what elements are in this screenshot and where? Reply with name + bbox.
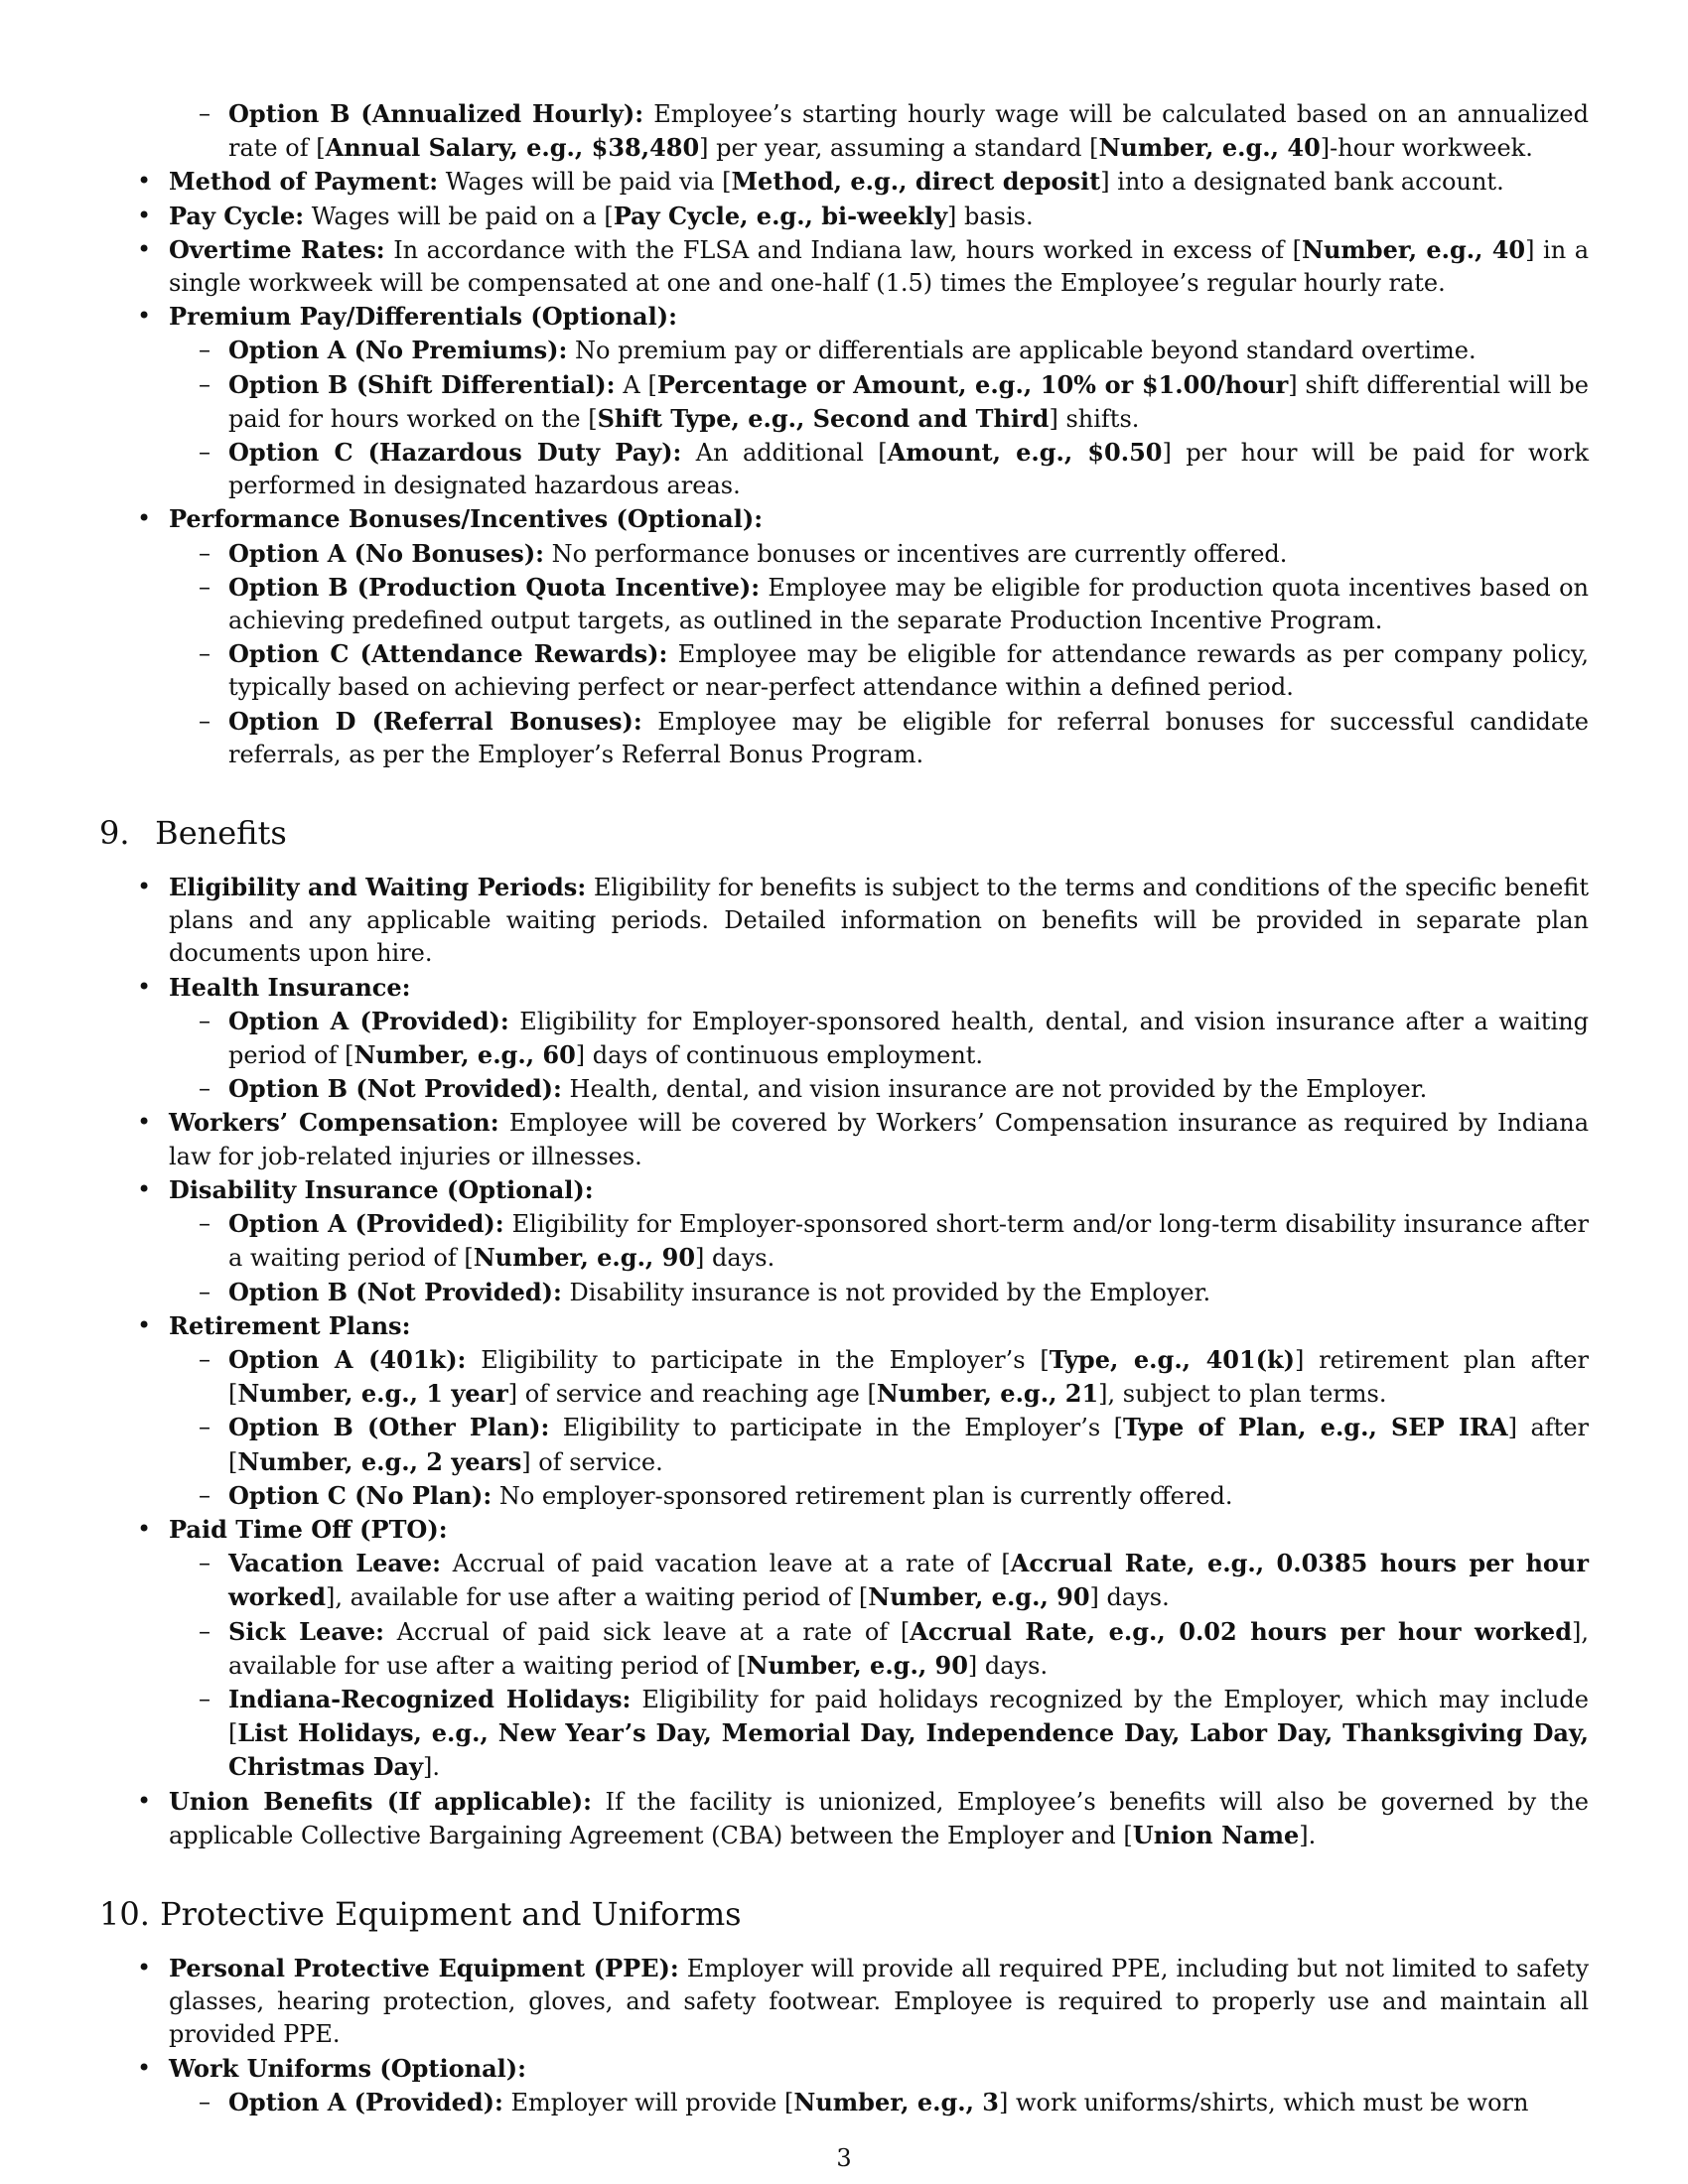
sub-list-item xyxy=(99,334,1589,367)
bold-run: Annual Salary, e.g., $38,480 xyxy=(325,133,700,163)
text-run: In accordance with the FLSA and Indiana law, hours worked in excess of [ xyxy=(384,235,1303,264)
bold-run: Option A (No Bonuses): xyxy=(228,538,545,568)
list-item xyxy=(99,871,1589,971)
bold-run: Number, e.g., 3 xyxy=(793,2087,1000,2116)
section-10-heading xyxy=(99,1894,1589,1934)
bold-run: Premium Pay/Differentials (Optional): xyxy=(169,302,677,332)
text-run: ] days. xyxy=(1089,1583,1170,1612)
text-run: Employee may be eligible for attendance rewards as per company policy, typically based on achieving perfect or near-perfect attendance within a defined period. xyxy=(228,640,1590,702)
text-run: Eligibility to participate in the Employer’s [ xyxy=(466,1345,1050,1374)
bold-run: Number, e.g., 90 xyxy=(473,1243,696,1273)
bold-run: Shift Type, e.g., Second and Third xyxy=(597,403,1050,433)
sub-list-item xyxy=(99,1207,1589,1275)
text-run: ], subject to plan terms. xyxy=(1098,1380,1387,1409)
bold-run: Union Name xyxy=(1132,1820,1300,1849)
text-run: ] days. xyxy=(967,1651,1049,1680)
list-item xyxy=(99,1513,1589,1547)
text-run: Accrual of paid sick leave at a rate of [ xyxy=(383,1617,911,1646)
bold-run: Paid Time Off (PTO): xyxy=(169,1514,448,1544)
text-run: ] basis. xyxy=(947,202,1034,230)
list-item xyxy=(99,1106,1589,1172)
bold-run: Overtime Rates: xyxy=(169,234,385,264)
bold-run: Option D (Referral Bonuses): xyxy=(228,706,642,736)
sub-list-item xyxy=(99,1479,1589,1513)
sub-list-item xyxy=(99,1276,1589,1309)
list-item xyxy=(99,165,1589,199)
bold-run: Type, e.g., 401(k) xyxy=(1049,1344,1296,1374)
text-run: ] in a single workweek will be compensated at one and one-half (1.5) times the Employee’s regular hourly rate. xyxy=(169,235,1590,298)
text-run: ] per year, assuming a standard [ xyxy=(699,134,1099,163)
text-run: If the facility is unionized, Employee’s benefits will also be governed by the applicable Collective Bargaining Agreement (CBA) between the Employer and [ xyxy=(169,1787,1590,1849)
list-item xyxy=(99,200,1589,233)
bold-run: Option C (No Plan): xyxy=(228,1480,492,1510)
sub-list-item xyxy=(99,705,1589,771)
bold-run: Option A (Provided): xyxy=(228,2087,503,2116)
text-run: ] days. xyxy=(695,1244,775,1273)
bold-run: List Holidays, e.g., New Year’s Day, Memorial Day, Independence Day, Labor Day, Thanksgiving Day, Christmas Day xyxy=(228,1718,1589,1782)
bold-run: Amount, e.g., $0.50 xyxy=(887,438,1163,468)
list-item xyxy=(99,971,1589,1005)
text-run: ] into a designated bank account. xyxy=(1100,168,1504,197)
sub-list-item xyxy=(99,97,1589,165)
bold-run: Option A (No Premiums): xyxy=(228,336,568,365)
text-run: An additional [ xyxy=(681,439,888,468)
sub-list-item xyxy=(99,2086,1589,2119)
text-run: ]. xyxy=(423,1753,441,1782)
list-item xyxy=(99,502,1589,536)
sub-list-item xyxy=(99,637,1589,704)
bold-run: Performance Bonuses/Incentives (Optional): xyxy=(169,504,764,534)
list-item xyxy=(99,1309,1589,1343)
bold-run: Type of Plan, e.g., SEP IRA xyxy=(1123,1413,1508,1442)
bold-run: Option C (Hazardous Duty Pay): xyxy=(228,438,682,468)
sub-list-item xyxy=(99,537,1589,571)
bold-run: Accrual Rate, e.g., 0.0385 hours per hour worked xyxy=(228,1549,1590,1612)
section-9-title: Benefits xyxy=(155,814,287,853)
bold-run: Work Uniforms (Optional): xyxy=(169,2053,526,2083)
text-run: No premium pay or differentials are applicable beyond standard overtime. xyxy=(567,337,1477,365)
bold-run: Disability Insurance (Optional): xyxy=(169,1174,594,1204)
text-run: Eligibility for Employer-sponsored short-term and/or long-term disability insurance after a waiting period of [ xyxy=(228,1210,1590,1273)
bold-run: Number, e.g., 90 xyxy=(868,1582,1090,1612)
bold-run: Personal Protective Equipment (PPE): xyxy=(169,1953,679,1982)
bold-run: Option B (Not Provided): xyxy=(228,1277,562,1306)
bold-run: Union Benefits (If applicable): xyxy=(169,1786,592,1816)
bold-run: Number, e.g., 2 years xyxy=(237,1446,522,1476)
bold-run: Number, e.g., 60 xyxy=(353,1040,576,1070)
document-page xyxy=(99,97,1589,2119)
sub-list-item xyxy=(99,1547,1589,1614)
text-run: ], available for use after a waiting period of [ xyxy=(326,1583,869,1612)
text-run: Employer will provide [ xyxy=(502,2088,794,2116)
list-item xyxy=(99,1173,1589,1207)
text-run: ]. xyxy=(1299,1821,1317,1849)
sub-list-item xyxy=(99,368,1589,436)
bold-run: Vacation Leave: xyxy=(228,1549,442,1578)
bold-run: Option B (Shift Differential): xyxy=(228,369,616,399)
bold-run: Option B (Not Provided): xyxy=(228,1074,562,1104)
text-run: Employee may be eligible for referral bonuses for successful candidate referrals, as per the Employer’s Referral Bonus Program. xyxy=(228,707,1589,768)
text-run: ] shifts. xyxy=(1049,404,1140,433)
sub-list-item xyxy=(99,1683,1589,1785)
text-run: Employee will be covered by Workers’ Compensation insurance as required by Indiana law for job-related injuries or illnesses. xyxy=(169,1109,1590,1170)
text-run: No performance bonuses or incentives are currently offered. xyxy=(544,539,1288,568)
bold-run: Pay Cycle, e.g., bi-weekly xyxy=(613,201,948,230)
bold-run: Health Insurance: xyxy=(169,972,411,1002)
text-run: Eligibility for Employer-sponsored health, dental, and vision insurance after a waiting period of [ xyxy=(228,1007,1590,1070)
bold-run: Option A (Provided): xyxy=(228,1006,509,1035)
list-top xyxy=(99,97,1589,771)
sub-list-item xyxy=(99,571,1589,637)
text-run: ] after [ xyxy=(228,1414,1589,1476)
bold-run: Workers’ Compensation: xyxy=(169,1108,499,1138)
bold-run: Option B (Other Plan): xyxy=(228,1413,550,1442)
text-run: Eligibility for paid holidays recognized by the Employer, which may include [ xyxy=(228,1685,1589,1748)
bold-run: Number, e.g., 90 xyxy=(746,1650,968,1680)
list-item xyxy=(99,1952,1589,2052)
text-run: A [ xyxy=(615,370,657,399)
bold-run: Option A (401k): xyxy=(228,1344,467,1374)
sub-list-item xyxy=(99,1411,1589,1478)
sub-list-item xyxy=(99,1005,1589,1072)
text-run: ] work uniforms/shirts, which must be worn xyxy=(999,2088,1529,2116)
bold-run: Eligibility and Waiting Periods: xyxy=(169,873,587,902)
section-9-number: 9. xyxy=(99,814,130,853)
text-run: ] of service. xyxy=(521,1447,663,1476)
text-run: ] of service and reaching age [ xyxy=(507,1380,877,1409)
list-section-9 xyxy=(99,871,1589,1852)
bold-run: Pay Cycle: xyxy=(169,201,305,230)
section-9-heading xyxy=(99,813,1589,853)
text-run: ]-hour workweek. xyxy=(1320,134,1533,163)
list-section-10 xyxy=(99,1952,1589,2119)
sub-list-item xyxy=(99,436,1589,502)
bold-run: Option B (Production Quota Incentive): xyxy=(228,572,761,602)
bold-run: Number, e.g., 21 xyxy=(876,1379,1099,1409)
text-run: Disability insurance is not provided by the Employer. xyxy=(561,1278,1211,1306)
text-run: Eligibility for benefits is subject to the terms and conditions of the specific benefit plans and any applicable waiting periods. Detailed information on benefits will be provided in separate plan documents upon hire. xyxy=(169,874,1590,968)
list-item xyxy=(99,1785,1589,1852)
text-run: Employee’s starting hourly wage will be calculated based on an annualized rate of [ xyxy=(228,100,1589,163)
bold-run: Method, e.g., direct deposit xyxy=(731,167,1101,197)
text-run: Eligibility to participate in the Employer’s [ xyxy=(549,1414,1124,1442)
bold-run: Retirement Plans: xyxy=(169,1310,411,1340)
bold-run: Sick Leave: xyxy=(228,1616,384,1646)
bold-run: Option B (Annualized Hourly): xyxy=(228,99,644,128)
bold-run: Option C (Attendance Rewards): xyxy=(228,639,668,669)
text-run: No employer-sponsored retirement plan is currently offered. xyxy=(492,1481,1233,1510)
bold-run: Percentage or Amount, e.g., 10% or $1.00/hour xyxy=(656,369,1289,399)
text-run: Employee may be eligible for production quota incentives based on achieving predefined output targets, as outlined in the separate Production Incentive Program. xyxy=(228,573,1589,635)
sub-list-item xyxy=(99,1343,1589,1411)
text-run: ] retirement plan after [ xyxy=(228,1345,1589,1409)
text-run: Health, dental, and vision insurance are not provided by the Employer. xyxy=(561,1075,1428,1104)
section-10-number: 10. xyxy=(99,1894,150,1933)
bold-run: Number, e.g., 40 xyxy=(1302,234,1526,264)
list-item xyxy=(99,2052,1589,2086)
list-item xyxy=(99,233,1589,300)
text-run: Wages will be paid on a [ xyxy=(304,202,614,230)
bold-run: Method of Payment: xyxy=(169,167,439,197)
section-10-title: Protective Equipment and Uniforms xyxy=(160,1894,742,1933)
text-run: ] per hour will be paid for work performed in designated hazardous areas. xyxy=(228,439,1589,500)
text-run: ], available for use after a waiting period of [ xyxy=(228,1617,1589,1680)
text-run: Wages will be paid via [ xyxy=(438,168,732,197)
text-run: ] shift differential will be paid for hours worked on the [ xyxy=(228,370,1589,433)
bold-run: Number, e.g., 1 year xyxy=(237,1379,508,1409)
text-run: ] days of continuous employment. xyxy=(575,1041,984,1070)
bold-run: Number, e.g., 40 xyxy=(1098,133,1321,163)
bold-run: Accrual Rate, e.g., 0.02 hours per hour worked xyxy=(910,1616,1572,1646)
bold-run: Option A (Provided): xyxy=(228,1209,504,1239)
page-number: 3 xyxy=(836,2144,852,2172)
bold-run: Indiana-Recognized Holidays: xyxy=(228,1684,632,1713)
sub-list-item xyxy=(99,1072,1589,1106)
list-item xyxy=(99,300,1589,334)
text-run: Accrual of paid vacation leave at a rate of [ xyxy=(441,1550,1011,1578)
sub-list-item xyxy=(99,1615,1589,1683)
text-run: Employer will provide all required PPE, including but not limited to safety glasses, hearing protection, gloves, and safety footwear. Employee is required to properly use and maintain all provided PPE. xyxy=(169,1954,1590,2049)
